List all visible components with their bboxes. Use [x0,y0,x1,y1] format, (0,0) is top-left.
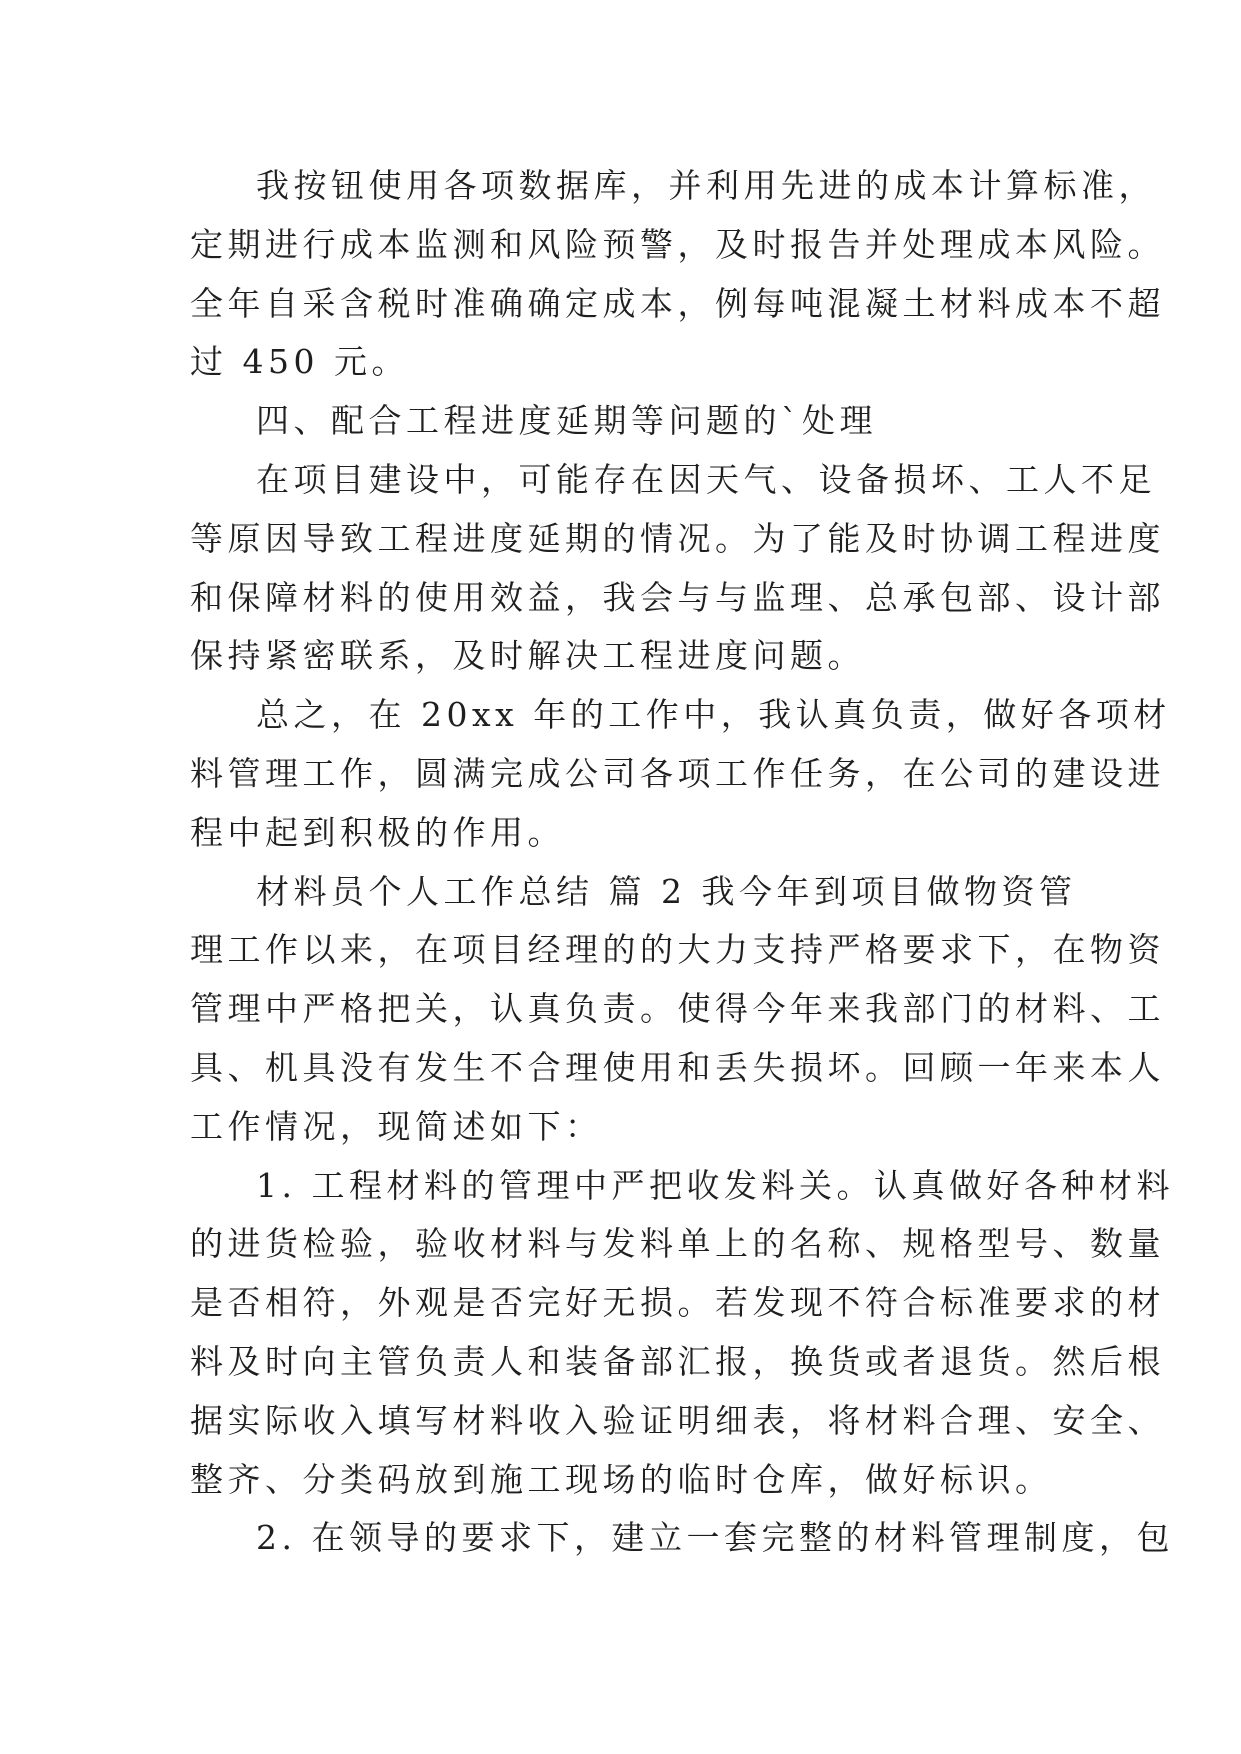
section-heading: 四、配合工程进度延期等问题的`处理 [256,401,877,441]
text-line: 理工作以来，在项目经理的的大力支持严格要求下，在物资 [190,930,1165,970]
text-line: 管理中严格把关，认真负责。使得今年来我部门的材料、工 [190,989,1165,1029]
text-line: 过 450 元。 [190,342,409,382]
text-line: 料管理工作，圆满完成公司各项工作任务，在公司的建设进 [190,753,1165,793]
text-line: 和保障材料的使用效益，我会与与监理、总承包部、设计部 [190,577,1165,617]
text-line: 在项目建设中，可能存在因天气、设备损坏、工人不足 [256,459,1156,499]
text-line: 工作情况，现简述如下： [190,1106,603,1146]
text-line: 保持紧密联系，及时解决工程进度问题。 [190,636,865,676]
document-body [190,157,1174,1568]
text-line: 整齐、分类码放到施工现场的临时仓库，做好标识。 [190,1459,1053,1499]
text-line: 我按钮使用各项数据库，并利用先进的成本计算标准， [256,166,1156,205]
text-line: 2. 在领导的要求下，建立一套完整的材料管理制度，包 [256,1518,1174,1558]
text-line: 是否相符，外观是否完好无损。若发现不符合标准要求的材 [190,1283,1165,1323]
text-line: 具、机具没有发生不合理使用和丢失损坏。回顾一年来本人 [190,1047,1165,1087]
text-line: 1. 工程材料的管理中严把收发料关。认真做好各种材料 [256,1165,1174,1205]
text-line: 程中起到积极的作用。 [190,812,565,852]
text-line: 料及时向主管负责人和装备部汇报，换货或者退货。然后根 [190,1341,1165,1381]
text-line: 的进货检验，验收材料与发料单上的名称、规格型号、数量 [190,1224,1165,1264]
text-line: 材料员个人工作总结 篇 2 我今年到项目做物资管 [256,871,1077,911]
text-line: 总之，在 20xx 年的工作中，我认真负责，做好各项材 [256,695,1171,735]
text-line: 全年自采含税时准确确定成本，例每吨混凝土材料成本不超 [190,283,1165,323]
text-line: 据实际收入填写材料收入验证明细表，将材料合理、安全、 [190,1400,1165,1440]
text-line: 等原因导致工程进度延期的情况。为了能及时协调工程进度 [190,518,1165,558]
text-line: 定期进行成本监测和风险预警，及时报告并处理成本风险。 [190,224,1165,264]
